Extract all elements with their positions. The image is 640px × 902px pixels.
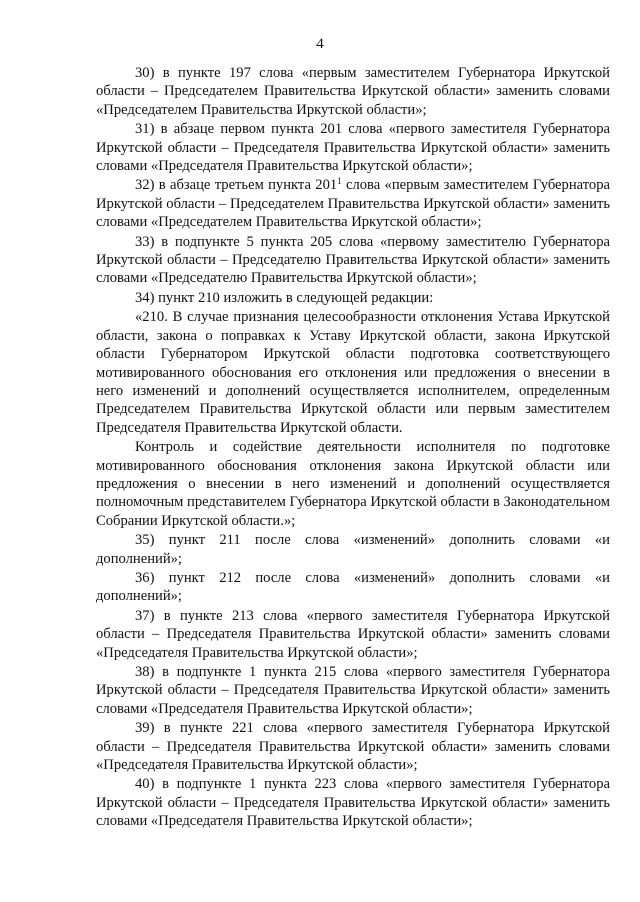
paragraph-item-37: 37) в пункте 213 слова «первого заместителя Губернатора Иркутской области – Председателя Правительства Иркутской области» заменить словами «Председателя Правительства Иркутской области»;: [96, 607, 610, 661]
paragraph-item-30: 30) в пункте 197 слова «первым заместителем Губернатора Иркутской области – Председателем Правительства Иркутской области» заменить словами «Председателем Правительства Иркутской области»;: [96, 65, 610, 118]
item-32-superscript: 1: [337, 176, 342, 187]
document-body: [96, 64, 610, 831]
paragraph-clause-210-control: Контроль и содействие деятельности исполнителя по подготовке мотивированного обоснования отклонения закона Иркутской области или предложения о внесении в него изменений и дополнений осуществляется полномочным представителем Губернатора Иркутской области в Законодательном Собрании Иркутской области.»;: [96, 439, 610, 529]
paragraph-item-33: 33) в подпункте 5 пункта 205 слова «первому заместителю Губернатора Иркутской области – Председателю Правительства Иркутской области» заменить словами «Председателю Правительства Иркутской области»;: [96, 233, 610, 287]
paragraph-item-35: 35) пункт 211 после слова «изменений» дополнить словами «и дополнений»;: [96, 532, 610, 567]
item-32-text-start: 32) в абзаце третьем пункта 201: [135, 177, 338, 194]
paragraph-item-31: 31) в абзаце первом пункта 201 слова «первого заместителя Губернатора Иркутской области – Председателя Правительства Иркутской области» заменить словами «Председателя Правительства Иркутской области»;: [96, 121, 610, 175]
paragraph-item-36: 36) пункт 212 после слова «изменений» дополнить словами «и дополнений»;: [96, 569, 610, 605]
paragraph-item-32: [96, 176, 610, 231]
page-number: 4: [316, 36, 324, 52]
paragraph-item-39: 39) в пункте 221 слова «первого заместителя Губернатора Иркутской области – Председателя Правительства Иркутской области» заменить словами «Председателя Правительства Иркутской области»;: [96, 720, 610, 774]
paragraph-item-40: 40) в подпункте 1 пункта 223 слова «первого заместителя Губернатора Иркутской области – Председателя Правительства Иркутской области» заменить словами «Председателя Правительства Иркутской области»;: [96, 776, 610, 830]
paragraph-item-34: 34) пункт 210 изложить в следующей редакции:: [135, 289, 434, 306]
paragraph-clause-210: «210. В случае признания целесообразности отклонения Устава Иркутской области, закона о поправках к Уставу Иркутской области, закона Иркутской области Губернатором Иркутской области подготовка соответствующего мотивированного обоснования его отклонения или предложения о внесении в него изменений и дополнений осуществляется исполнителем, определенным Председателем Правительства Иркутской области или первым заместителем Председателя Правительства Иркутской области.: [96, 309, 610, 436]
item-32-text-end: слова «первым заместителем Губернатора Иркутской области – Председателем Правительства Иркутской области» заменить словами «Председателем Правительства Иркутской области»;: [96, 177, 610, 231]
paragraph-item-38: 38) в подпункте 1 пункта 215 слова «первого заместителя Губернатора Иркутской области – Председателя Правительства Иркутской области» заменить словами «Председателя Правительства Иркутской области»;: [96, 664, 610, 717]
